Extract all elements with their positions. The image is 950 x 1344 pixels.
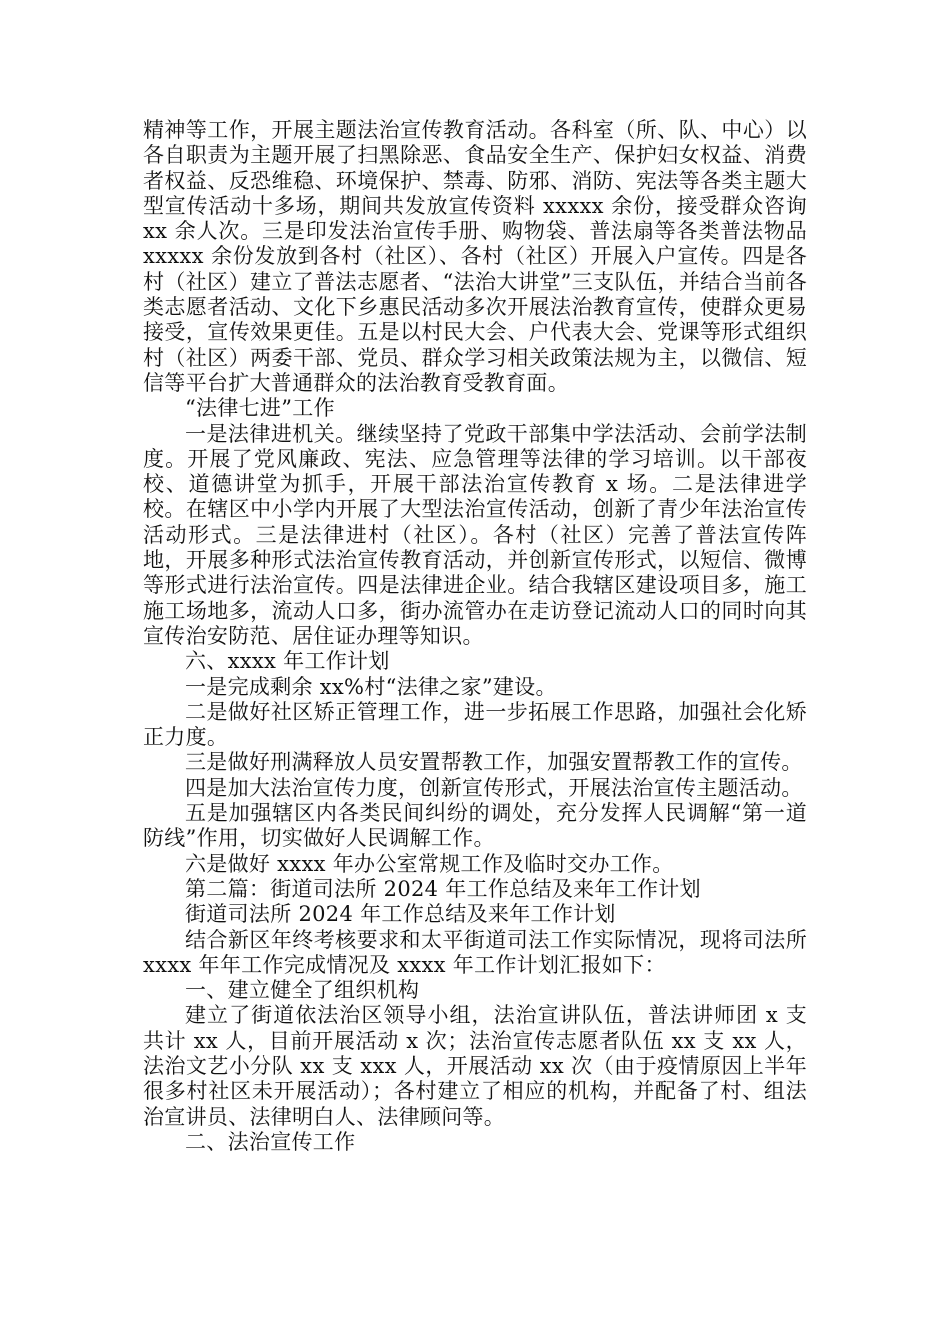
plan-item: 五是加强辖区内各类民间纠纷的调处，充分发挥人民调解“第一道防线”作用，切实做好人民调解工作。 <box>143 801 807 851</box>
section-heading: 六、xxxx 年工作计划 <box>185 649 390 674</box>
plan-item: 二是做好社区矫正管理工作，进一步拓展工作思路，加强社会化矫正力度。 <box>143 699 807 750</box>
paragraph-body: 结合新区年终考核要求和太平街道司法工作实际情况，现将司法所 xxxx 年年工作完成情况及 xxxx 年工作计划汇报如下： <box>143 927 807 977</box>
paragraph-body: 一是法律进机关。继续坚持了党政干部集中学法活动、会前学法制度。开展了党风廉政、宪法、应急管理等法律的学习培训。以干部夜校、道德讲堂为抓手，开展干部法治宣传教育 x 场。二是法律进学校。在辖区中小学内开展了大型法治宣传活动，创新了青少年法治宣传活动形式。三是法律进村（社区）。各村（社区）完善了普法宣传阵地，开展多种形式法治宣传教育活动，并创新宣传形式，以短信、微博等形式进行法治宣传。四是法律进企业。结合我辖区建设项目多，施工施工场地多，流动人口多，街办流管办在走访登记流动人口的同时向其宣传治安防范、居住证办理等知识。 <box>143 421 807 648</box>
chapter-title: 第二篇：街道司法所 2024 年工作总结及来年工作计划 <box>185 876 701 901</box>
document-title: 街道司法所 2024 年工作总结及来年工作计划 <box>185 902 616 927</box>
plan-item: 三是做好刑满释放人员安置帮教工作，加强安置帮教工作的宣传。 <box>185 750 803 775</box>
paragraph-body: 建立了街道依法治区领导小组，法治宣讲队伍，普法讲师团 x 支共计 xx 人，目前开展活动 x 次；法治宣传志愿者队伍 xx 支 xx 人，法治文艺小分队 xx 支 xxx 人，开展活动 xx 次（由于疫情原因上半年很多村社区未开展活动）；各村建立了相应的机构，并配备了村、组法治宣讲员、法律明白人、法律顾问等。 <box>143 1003 807 1129</box>
plan-item: 一是完成剩余 xx%村“法律之家”建设。 <box>185 674 557 699</box>
section-heading: 一、建立健全了组织机构 <box>185 978 420 1003</box>
plan-item: 六是做好 xxxx 年办公室常规工作及临时交办工作。 <box>185 851 674 876</box>
plan-item: 四是加大法治宣传力度，创新宣传形式，开展法治宣传主题活动。 <box>185 775 803 800</box>
section-heading: “法律七进”工作 <box>185 396 335 421</box>
section-heading: 二、法治宣传工作 <box>185 1129 356 1154</box>
paragraph-body: 精神等工作，开展主题法治宣传教育活动。各科室（所、队、中心）以各自职责为主题开展了扫黑除恶、食品安全生产、保护妇女权益、消费者权益、反恐维稳、环境保护、禁毒、防邪、消防、宪法等各类主题大型宣传活动十多场，期间共发放宣传资料 xxxxx 余份，接受群众咨询 xx 余人次。三是印发法治宣传手册、购物袋、普法扇等各类普法物品 xxxxx 余份发放到各村（社区）、各村（社区）开展入户宣传。四是各村（社区）建立了普法志愿者、“法治大讲堂”三支队伍，并结合当前各类志愿者活动、文化下乡惠民活动多次开展法治教育宣传，使群众更易接受，宣传效果更佳。五是以村民大会、户代表大会、党课等形式组织村（社区）两委干部、党员、群众学习相关政策法规为主，以微信、短信等平台扩大普通群众的法治教育受教育面。 <box>143 118 807 395</box>
document-page <box>143 118 807 1155</box>
